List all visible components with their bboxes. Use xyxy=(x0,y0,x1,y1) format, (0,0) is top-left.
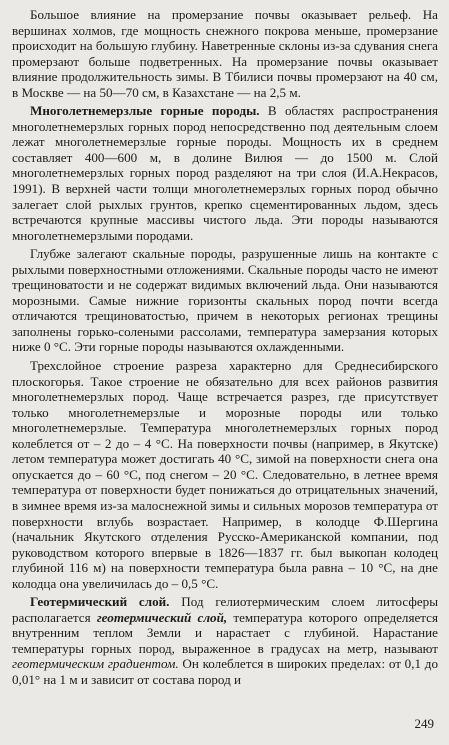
paragraph-text: Трехслойное строение разреза характерно для Среднесибирского плоскогорья. Такое строение не обязательно для всех районов развития многолетнемерзлых пород. Чаще встречается разрез, где присутствует только многолетнемерзлые и морозные породы или только многолетнемерзлые. Температура многолетнемерзлых горных пород колеблется от – 2 до – 4 °С. На поверхности почвы (например, в Якутске) летом температура может достигать 40 °С, зимой на поверхности снега она опускается до – 60 °С, под снегом – 20 °С. Следовательно, в летнее время температура от поверхности будет понижаться до отрицательных значений, в зимнее время из-за малоснежной зимы и сильных морозов температура от поверхности вглубь возрастает. Например, в колодце Ф.Шергина (начальник Якутского отделения Русско-Американской компании, под руководством которого впервые в 1826—1837 гг. был выкопан колодец глубиной 116 м) на поверхности температура была равна – 10 °С, на дне колодца она увеличилась до – 0,5 °С. xyxy=(12,358,438,591)
paragraph-bedrock xyxy=(12,246,438,355)
paragraph-soil-freezing xyxy=(12,7,438,100)
page-text xyxy=(12,7,438,688)
paragraph-text: Он колеблется в широких пределах: от 0,1 до 0,01° на 1 м и зависит от состава пород и xyxy=(12,656,439,687)
paragraph-text: В областях распространения многолетнемерзлых горных пород непосредственно под деятельным слоем лежат многолетнемерзлые горные породы. Мощность их в среднем составляет 400—600 м, в долине Вилюя — до 1500 м. Слой многолетнемерзлых горных пород разделяют на три слоя (И.А.Некрасов, 1991). В верхней части толщи многолетнемерзлых горных пород обычно залегает слой рыхлых грунтов, крепко сцементированных льдом, здесь встречаются крупные массивы чистого льда. Эти породы называются многолетнемерзлыми породами. xyxy=(12,103,438,243)
paragraph-text: температура которого определяется внутренним теплом Земли и нарастает с глубиной. Нарастание температуры горных пород, выраженное в градусах на метр, называют xyxy=(12,609,439,656)
section-heading-permafrost: Многолетнемерзлые горные породы. xyxy=(30,103,260,119)
section-heading-geothermal: Геотермический слой. xyxy=(30,594,170,610)
paragraph-geothermal-layer xyxy=(12,594,438,687)
term-geothermal-gradient: геотермическим градиентом. xyxy=(12,656,179,672)
paragraph-three-layer-structure xyxy=(12,358,438,591)
term-geothermal-layer: геотермический слой, xyxy=(96,609,228,625)
paragraph-text: Глубже залегают скальные породы, разрушенные лишь на контакте с рыхлыми поверхностными отложениями. Скальные породы часто не имеют трещиноватости и не содержат видимых включений льда. Они называются морозными. Самые нижние горизонты скальных пород почти всегда отличаются трещиноватостью, причем в некоторых регионах трещины заполнены горько-солеными рассолами, температура замерзания которых ниже 0 °С. Эти горные породы называются охлажденными. xyxy=(12,246,438,355)
paragraph-text: Под гелиотермическим слоем литосферы располагается xyxy=(12,594,439,625)
paragraph-text: Большое влияние на промерзание почвы оказывает рельеф. На вершинах холмов, где мощность снежного покрова меньше, промерзание происходит на большую глубину. Наветренные склоны из-за сдувания снега промерзают больше подветренных. На промерзание почвы оказывает влияние продолжительность зимы. В Тбилиси почвы промерзают на 40 см, в Москве — на 50—70 см, в Казахстане — на 2,5 м. xyxy=(12,7,438,100)
page-number: 249 xyxy=(414,716,434,731)
paragraph-permafrost-rocks xyxy=(12,103,438,243)
